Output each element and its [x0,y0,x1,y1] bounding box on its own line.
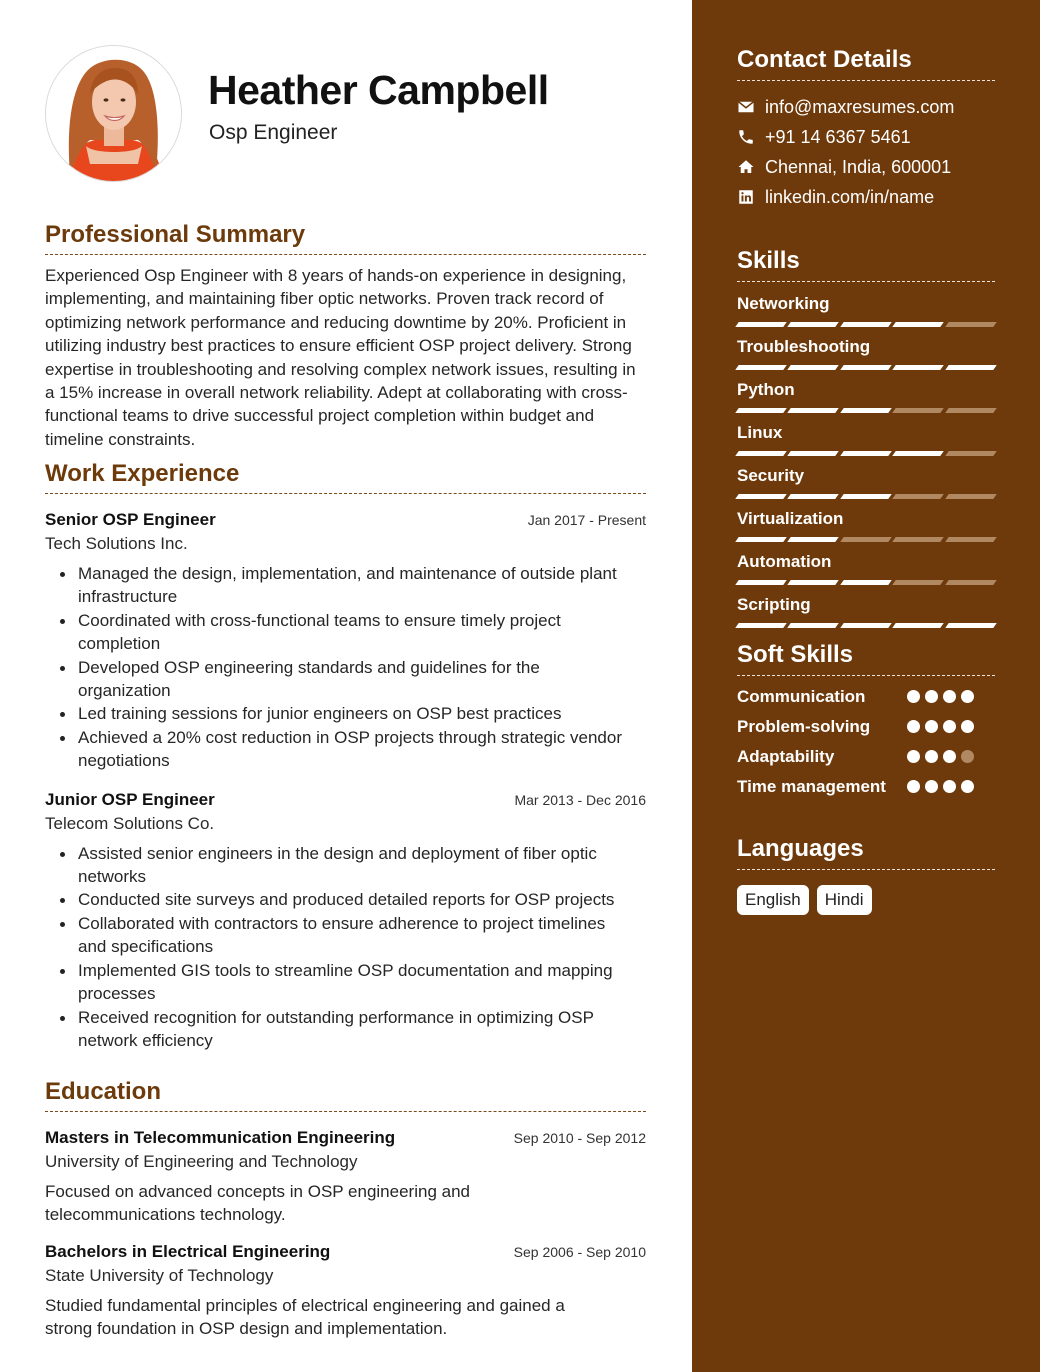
skill-level-bar [737,451,995,456]
soft-skill-rating [907,745,995,763]
job-date: Jan 2017 - Present [527,512,646,528]
skills-list [737,293,995,637]
skill-level-segment [945,494,997,499]
contact-linkedin[interactable] [737,182,995,212]
rating-dot [961,750,974,763]
language-tag: English [737,885,809,915]
soft-skill-item [737,775,995,821]
rating-dot [925,720,938,733]
list-item: Assisted senior engineers in the design and deployment of fiber optic networks [78,842,646,889]
job-company: Telecom Solutions Co. [45,813,215,833]
skill-level-segment [892,365,944,370]
skill-level-segment [735,537,787,542]
skill-level-segment [840,451,892,456]
degree-title: Masters in Telecommunication Engineering [45,1128,396,1147]
skill-item [737,336,995,379]
phone-text: +91 14 6367 5461 [765,126,911,147]
skill-level-bar [737,537,995,542]
rating-dot [943,690,956,703]
summary-heading: Professional Summary [45,220,646,255]
skills-heading: Skills [737,246,995,282]
list-item: Collaborated with contractors to ensure adherence to project timelines and specifications [78,912,646,959]
email-icon [737,98,765,116]
languages-list [737,885,995,915]
soft-skills-list [737,685,995,821]
rating-dot [925,750,938,763]
rating-dot [943,780,956,793]
list-item: Developed OSP engineering standards and guidelines for the organization [78,656,646,703]
skill-level-bar [737,365,995,370]
skill-level-segment [892,322,944,327]
phone-icon [737,128,765,146]
skill-level-bar [737,322,995,327]
school-name: State University of Technology [45,1265,274,1285]
job-entry [45,508,646,773]
language-tag: Hindi [817,885,872,915]
skill-level-segment [735,322,787,327]
list-item: Conducted site surveys and produced detailed reports for OSP projects [78,888,646,911]
skills-section [737,246,995,637]
list-item: Implemented GIS tools to streamline OSP documentation and mapping processes [78,959,646,1006]
skill-level-segment [892,623,944,628]
skill-level-segment [892,408,944,413]
skill-level-segment [892,494,944,499]
soft-skill-name: Problem-solving [737,717,871,736]
skill-level-segment [945,408,997,413]
job-bullets [45,562,646,773]
languages-heading: Languages [737,834,995,870]
skill-name: Security [737,466,805,485]
profile-photo [45,45,182,182]
skill-level-bar [737,494,995,499]
skill-level-segment [840,494,892,499]
education-entry [45,1126,646,1227]
soft-skill-item [737,685,995,715]
skill-level-segment [840,580,892,585]
rating-dot [907,690,920,703]
education-description: Focused on advanced concepts in OSP engineering and telecommunications technology. [45,1182,470,1225]
skill-level-segment [945,580,997,585]
skill-level-segment [788,580,840,585]
education-description: Studied fundamental principles of electrical engineering and gained a strong foundation in OSP design and implementation. [45,1295,565,1339]
contact-address [737,152,995,182]
linkedin-text: linkedin.com/in/name [765,186,935,207]
rating-dot [961,720,974,733]
address-text: Chennai, India, 600001 [765,156,952,177]
education-heading: Education [45,1077,646,1112]
summary-section [45,220,646,451]
skill-name: Scripting [737,595,811,614]
contact-email[interactable] [737,92,995,122]
rating-dot [907,720,920,733]
education-date: Sep 2006 - Sep 2010 [513,1243,646,1260]
skill-level-segment [945,623,997,628]
contact-section [737,45,995,212]
rating-dot [943,720,956,733]
skill-level-segment [945,537,997,542]
skill-level-segment [735,580,787,585]
soft-skill-rating [907,715,995,733]
soft-skill-item [737,745,995,775]
summary-text: Experienced Osp Engineer with 8 years of hands-on experience in designing, implementing, and maintaining fiber optic networks. Proven track record of optimizing network performance and reducing downtime by 20%. Proficient in utilizing industry best practices to ensure efficient OSP project delivery. Strong expertise in troubleshooting and resolving complex network issues, resulting in a 15% increase in overall network reliability. Adept at collaborating with cross-functional teams to drive successful project completion within budget and timeline constraints. [45,266,636,449]
rating-dot [925,780,938,793]
job-company: Tech Solutions Inc. [45,534,188,553]
skill-item [737,508,995,551]
experience-heading: Work Experience [45,459,646,494]
skill-level-segment [788,322,840,327]
job-bullets [45,842,646,1053]
rating-dot [961,690,974,703]
skill-level-segment [735,408,787,413]
skill-level-segment [788,451,840,456]
skill-level-segment [840,322,892,327]
list-item: Managed the design, implementation, and maintenance of outside plant infrastructure [78,562,646,609]
skill-item [737,594,995,637]
job-title: Senior OSP Engineer [45,510,216,529]
degree-title: Bachelors in Electrical Engineering [45,1241,331,1261]
skill-item [737,293,995,336]
job-date: Mar 2013 - Dec 2016 [514,791,646,808]
soft-skill-rating [907,685,995,703]
list-item: Received recognition for outstanding performance in optimizing OSP network efficiency [78,1006,646,1053]
skill-name: Troubleshooting [737,337,871,356]
rating-dot [907,750,920,763]
skill-level-segment [840,408,892,413]
education-section [45,1077,646,1341]
skill-level-segment [840,537,892,542]
rating-dot [907,780,920,793]
contact-heading: Contact Details [737,45,995,81]
candidate-name: Heather Campbell [208,67,549,113]
skill-level-segment [735,451,787,456]
soft-skill-name: Communication [737,687,866,706]
soft-skill-name: Time management [737,777,886,796]
experience-section [45,459,646,1052]
skill-item [737,551,995,594]
skill-level-segment [840,365,892,370]
soft-skill-name: Adaptability [737,747,835,766]
soft-skills-heading: Soft Skills [737,640,995,676]
skill-name: Linux [737,423,783,442]
skill-level-segment [788,408,840,413]
email-text: info@maxresumes.com [765,96,955,117]
skill-name: Automation [737,552,832,571]
skill-item [737,379,995,422]
sidebar [692,0,1040,1372]
skill-level-segment [735,623,787,628]
job-entry [45,788,646,1053]
list-item: Led training sessions for junior engineers on OSP best practices [78,702,646,725]
soft-skills-section [737,640,995,821]
contact-phone[interactable] [737,122,995,152]
skill-level-segment [788,365,840,370]
skill-name: Python [737,380,795,399]
soft-skill-rating [907,775,995,793]
skill-level-segment [788,494,840,499]
skill-name: Networking [737,294,830,313]
skill-level-segment [945,365,997,370]
languages-section [737,834,995,915]
skill-level-segment [735,494,787,499]
skill-item [737,465,995,508]
skill-level-segment [892,451,944,456]
job-title: Junior OSP Engineer [45,789,215,809]
skill-level-segment [945,451,997,456]
school-name: University of Engineering and Technology [45,1152,358,1171]
home-icon [737,158,765,176]
skill-level-bar [737,580,995,585]
list-item: Coordinated with cross-functional teams to ensure timely project completion [78,609,646,656]
skill-level-segment [735,365,787,370]
skill-level-bar [737,623,995,628]
rating-dot [943,750,956,763]
skill-level-segment [892,537,944,542]
skill-level-segment [840,623,892,628]
rating-dot [925,690,938,703]
skill-name: Virtualization [737,509,844,528]
education-date: Sep 2010 - Sep 2012 [513,1130,646,1146]
skill-level-segment [945,322,997,327]
list-item: Achieved a 20% cost reduction in OSP projects through strategic vendor negotiations [78,726,646,773]
soft-skill-item [737,715,995,745]
skill-item [737,422,995,465]
education-entry [45,1240,646,1341]
linkedin-icon [737,188,765,206]
skill-level-bar [737,408,995,413]
skill-level-segment [892,580,944,585]
skill-level-segment [788,623,840,628]
candidate-role: Osp Engineer [209,121,338,144]
rating-dot [961,780,974,793]
skill-level-segment [788,537,840,542]
